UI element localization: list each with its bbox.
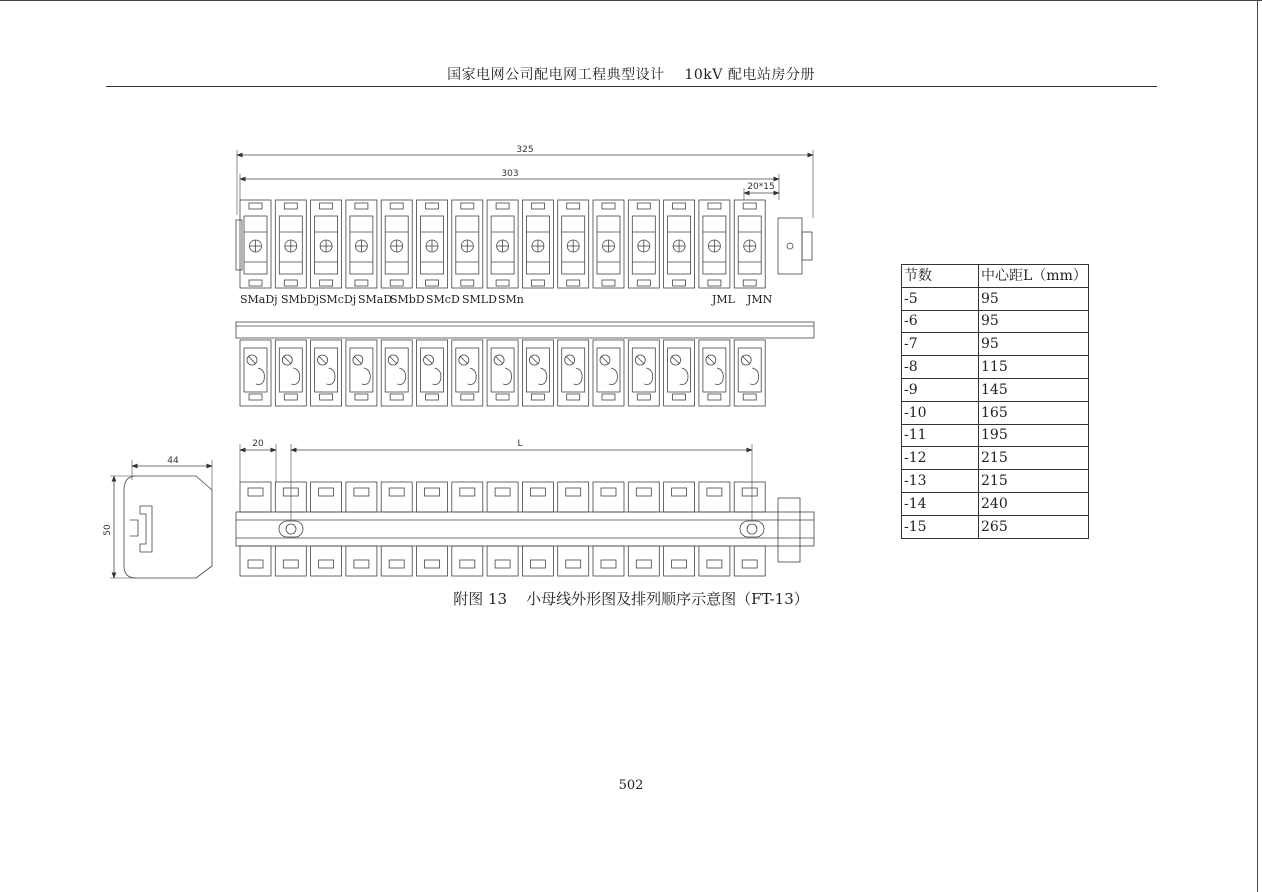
table-cell-center-distance: 95 (979, 310, 1089, 333)
terminal-block (381, 200, 412, 288)
dim-side-height-text: 50 (103, 524, 113, 536)
terminal-block (628, 482, 659, 576)
table-row (902, 447, 1089, 470)
dim-pitch-total-text: 303 (501, 169, 519, 179)
terminal-label: SMaDj (240, 293, 278, 306)
terminal-block (346, 482, 377, 576)
table-cell-sections: -8 (902, 356, 979, 379)
mounting-hole (747, 524, 757, 534)
terminal-block (522, 482, 553, 576)
table-cell-center-distance: 95 (979, 287, 1089, 310)
terminal-block (699, 340, 730, 406)
mounting-slot (740, 521, 764, 537)
clamp-spring (574, 368, 582, 385)
clamp-spring (750, 368, 758, 385)
terminal-label: SMcD (426, 293, 460, 306)
terminal-block (487, 200, 518, 288)
table-row (902, 424, 1089, 447)
bottom-view (236, 482, 814, 576)
terminal-block (664, 482, 695, 576)
terminal-block (664, 200, 695, 288)
table-row (902, 470, 1089, 493)
terminal-block (311, 340, 342, 406)
dim-side-width-text: 44 (167, 456, 179, 466)
table-row (902, 515, 1089, 538)
dim-end-offset-text: 20 (252, 439, 264, 449)
side-rail-groove (140, 506, 152, 552)
terminal-block (628, 200, 659, 288)
terminal-block (452, 200, 483, 288)
table-cell-center-distance: 145 (979, 378, 1089, 401)
clamp-spring (291, 368, 299, 385)
table-cell-center-distance: 165 (979, 401, 1089, 424)
table-cell-center-distance: 265 (979, 515, 1089, 538)
terminal-block (558, 200, 589, 288)
perspective-view (236, 322, 814, 406)
table-cell-sections: -5 (902, 287, 979, 310)
terminal-block (522, 200, 553, 288)
terminal-block (275, 340, 306, 406)
terminal-block (417, 200, 448, 288)
terminal-block (381, 340, 412, 406)
clamp-spring (609, 368, 617, 385)
bus-bar-body (236, 512, 814, 546)
table-row (902, 356, 1089, 379)
mounting-slot (279, 521, 303, 537)
clamp-spring (644, 368, 652, 385)
terminal-block (240, 340, 271, 406)
clamp-spring (397, 368, 405, 385)
page-header-title: 国家电网公司配电网工程典型设计 10kV 配电站房分册 (447, 67, 815, 83)
table-cell-sections: -6 (902, 310, 979, 333)
dim-overall-text: 325 (516, 145, 534, 155)
front-view (236, 200, 812, 288)
table-header-center-distance: 中心距L（mm） (979, 265, 1089, 288)
table-cell-center-distance: 95 (979, 333, 1089, 356)
clamp-spring (468, 368, 476, 385)
end-cap-right (778, 218, 802, 274)
clamp-spring (538, 368, 546, 385)
side-clip (130, 520, 138, 536)
clamp-spring (256, 368, 264, 385)
terminal-block (417, 340, 448, 406)
terminal-block (487, 482, 518, 576)
terminal-block (699, 200, 730, 288)
terminal-block (346, 340, 377, 406)
table-row (902, 287, 1089, 310)
clamp-spring (327, 368, 335, 385)
terminal-block (593, 340, 624, 406)
terminal-label: SMbDj (281, 293, 320, 306)
terminal-block (593, 200, 624, 288)
terminal-label: JML (712, 293, 735, 306)
terminal-block (452, 340, 483, 406)
terminal-block (240, 482, 271, 576)
terminal-label: SMbD (390, 293, 425, 306)
terminal-block (346, 200, 377, 288)
table-cell-sections: -15 (902, 515, 979, 538)
table-cell-sections: -9 (902, 378, 979, 401)
terminal-block (275, 482, 306, 576)
table-row (902, 333, 1089, 356)
figure-caption: 附图 13 小母线外形图及排列顺序示意图（FT-13） (453, 590, 809, 608)
terminal-block (699, 482, 730, 576)
terminal-label: SMaD (358, 293, 393, 306)
terminal-block (734, 340, 765, 406)
page-number: 502 (618, 778, 644, 793)
table-cell-sections: -14 (902, 492, 979, 515)
terminal-block (664, 340, 695, 406)
mounting-rail (236, 322, 814, 338)
terminal-label: SMn (498, 293, 524, 306)
terminal-block (311, 200, 342, 288)
terminal-label: SMcDj (319, 293, 357, 306)
table-cell-center-distance: 240 (979, 492, 1089, 515)
terminal-block (275, 200, 306, 288)
side-view (124, 476, 212, 578)
clamp-spring (715, 368, 723, 385)
table-cell-sections: -10 (902, 401, 979, 424)
terminal-block (628, 340, 659, 406)
table-cell-center-distance: 215 (979, 447, 1089, 470)
rail-end-left (236, 220, 242, 270)
clamp-spring (362, 368, 370, 385)
terminal-block (487, 340, 518, 406)
table-row (902, 310, 1089, 333)
mounting-hole (286, 524, 296, 534)
side-profile (124, 476, 212, 578)
center-distance-table (901, 264, 1089, 539)
terminal-label: JMN (747, 293, 773, 306)
table-row (902, 401, 1089, 424)
terminal-block (311, 482, 342, 576)
terminal-block (452, 482, 483, 576)
dim-pitch-text: 20*15 (747, 182, 775, 192)
table-row (902, 492, 1089, 515)
terminal-block (558, 340, 589, 406)
table-cell-sections: -11 (902, 424, 979, 447)
clamp-spring (503, 368, 511, 385)
table-cell-center-distance: 215 (979, 470, 1089, 493)
clamp-spring (680, 368, 688, 385)
table-cell-sections: -12 (902, 447, 979, 470)
terminal-block (381, 482, 412, 576)
table-cell-center-distance: 115 (979, 356, 1089, 379)
end-cap-hole (787, 243, 793, 249)
terminal-block (734, 482, 765, 576)
terminal-block (417, 482, 448, 576)
terminal-block (558, 482, 589, 576)
table-header-row (902, 265, 1089, 288)
end-cap-tab (802, 232, 812, 260)
terminal-block (240, 200, 271, 288)
table-cell-center-distance: 195 (979, 424, 1089, 447)
table-cell-sections: -13 (902, 470, 979, 493)
terminal-label: SMLD (462, 293, 497, 306)
dim-center-distance-text: L (517, 439, 523, 449)
terminal-block (522, 340, 553, 406)
table-cell-sections: -7 (902, 333, 979, 356)
clamp-spring (433, 368, 441, 385)
terminal-block (593, 482, 624, 576)
terminal-block (734, 200, 765, 288)
end-cap-right (778, 498, 800, 562)
table-row (902, 378, 1089, 401)
table-header-sections: 节数 (902, 265, 979, 288)
